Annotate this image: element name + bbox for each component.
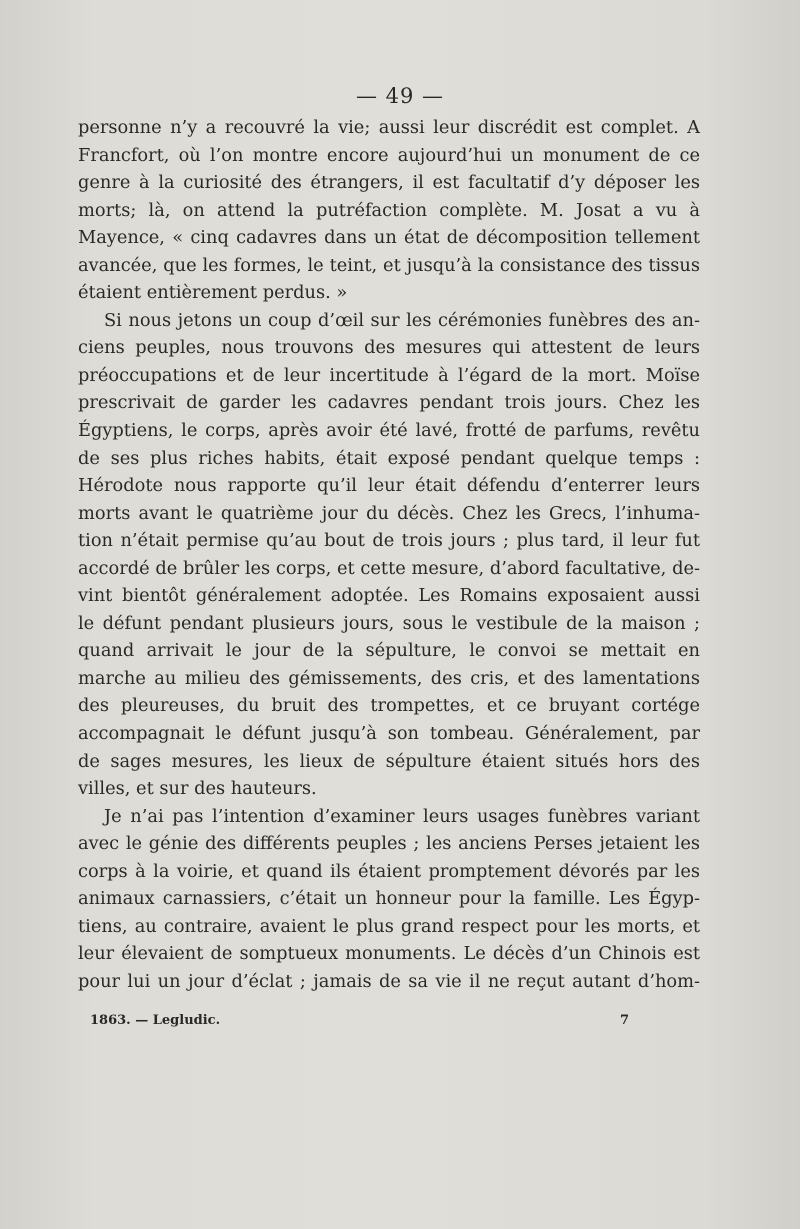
text-line: animaux carnassiers, c’était un honneur pour la famille. Les Égyp- bbox=[78, 888, 700, 910]
text-line: Mayence, « cinq cadavres dans un état de décomposition tellement bbox=[78, 227, 700, 249]
text-line: Hérodote nous rapporte qu’il leur était défendu d’enterrer leurs bbox=[78, 475, 700, 497]
text-line: vint bientôt généralement adoptée. Les Romains exposaient aussi bbox=[78, 585, 700, 607]
footer-signature: 1863. — Legludic. bbox=[90, 1013, 221, 1028]
page-number: — 49 — bbox=[355, 84, 445, 108]
text-line: tiens, au contraire, avaient le plus grand respect pour les morts, et bbox=[78, 915, 700, 937]
text-line: personne n’y a recouvré la vie; aussi leur discrédit est complet. A bbox=[78, 117, 700, 138]
text-line: des pleureuses, du bruit des trompettes, et ce bruyant cortége bbox=[78, 695, 700, 717]
text-line: Égyptiens, le corps, après avoir été lavé, frotté de parfums, revêtu bbox=[78, 420, 700, 442]
text-line: ciens peuples, nous trouvons des mesures qui attestent de leurs bbox=[78, 337, 700, 359]
footer-sheet-number: 7 bbox=[620, 1013, 630, 1028]
text-line: pour lui un jour d’éclat ; jamais de sa vie il ne reçut autant d’hom- bbox=[78, 970, 700, 992]
text-line: avec le génie des différents peuples ; les anciens Perses jetaient les bbox=[78, 833, 700, 855]
text-line: étaient entièrement perdus. » bbox=[78, 282, 348, 304]
text-line: morts; là, on attend la putréfaction complète. M. Josat a vu à bbox=[78, 199, 700, 221]
text-line: quand arrivait le jour de la sépulture, le convoi se mettait en bbox=[78, 640, 700, 662]
text-line: accordé de brûler les corps, et cette mesure, d’abord facultative, de- bbox=[78, 557, 700, 579]
body-text bbox=[78, 114, 700, 996]
text-line: préoccupations et de leur incertitude à l’égard de la mort. Moïse bbox=[78, 364, 700, 386]
text-line: villes, et sur des hauteurs. bbox=[78, 778, 317, 800]
text-line: marche au milieu des gémissements, des cris, et des lamentations bbox=[78, 667, 700, 689]
text-line: avancée, que les formes, le teint, et jusqu’à la consistance des tissus bbox=[78, 254, 700, 276]
text-line: prescrivait de garder les cadavres pendant trois jours. Chez les bbox=[78, 392, 700, 414]
text-line: accompagnait le défunt jusqu’à son tombeau. Généralement, par bbox=[78, 723, 700, 745]
text-line: corps à la voirie, et quand ils étaient promptement dévorés par les bbox=[78, 860, 700, 882]
text-line: de sages mesures, les lieux de sépulture étaient situés hors des bbox=[78, 750, 700, 772]
text-line: tion n’était permise qu’au bout de trois jours ; plus tard, il leur fut bbox=[78, 530, 700, 552]
text-line: genre à la curiosité des étrangers, il est facultatif d’y déposer les bbox=[78, 172, 700, 194]
text-line: le défunt pendant plusieurs jours, sous le vestibule de la maison ; bbox=[78, 612, 700, 634]
text-line: leur élevaient de somptueux monuments. Le décès d’un Chinois est bbox=[78, 943, 700, 965]
text-line: Francfort, où l’on montre encore aujourd’hui un monument de ce bbox=[78, 144, 700, 166]
text-line: morts avant le quatrième jour du décès. Chez les Grecs, l’inhuma- bbox=[78, 502, 700, 524]
text-line: Si nous jetons un coup d’œil sur les cérémonies funèbres des an- bbox=[104, 309, 700, 331]
text-line: Je n’ai pas l’intention d’examiner leurs usages funèbres variant bbox=[104, 805, 700, 827]
text-line: de ses plus riches habits, était exposé pendant quelque temps : bbox=[78, 447, 700, 469]
